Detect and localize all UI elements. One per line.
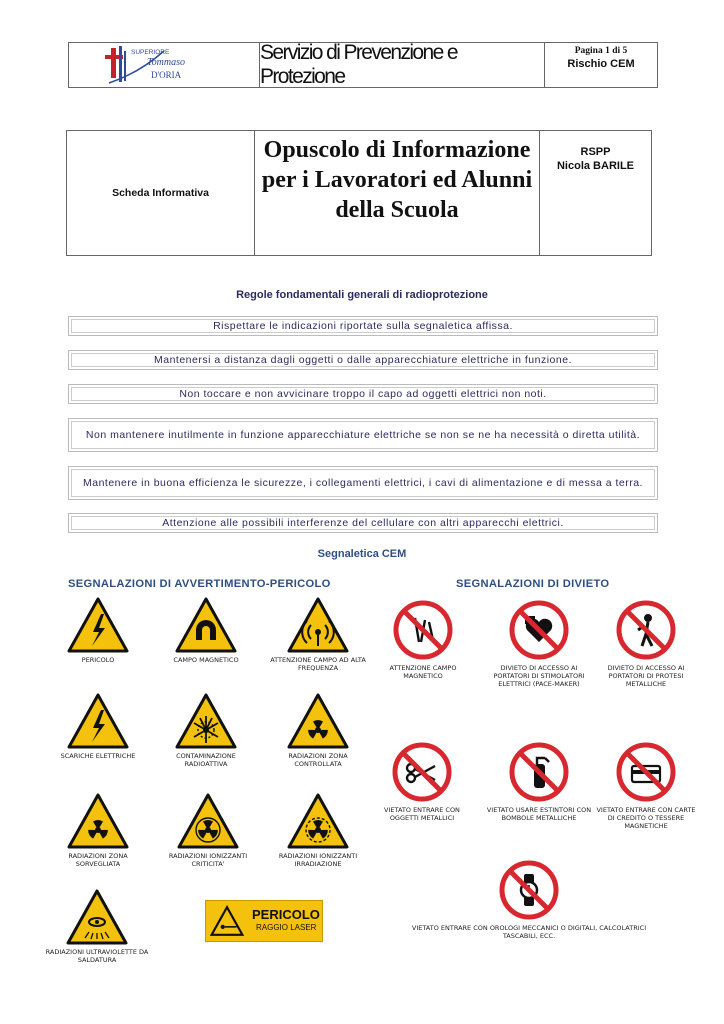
lightning-icon: [66, 692, 130, 750]
prohibition-sign: [484, 600, 594, 688]
responsible: [540, 131, 651, 255]
sign-label: VIETATO USARE ESTINTORI CON BOMBOLE METALLICHE: [486, 806, 592, 822]
prohibition-sign: [596, 742, 696, 830]
watch-icon: [497, 860, 561, 922]
responsible-role: RSPP: [580, 146, 611, 158]
magnet-icon: [174, 596, 238, 654]
contamination-icon: [174, 692, 238, 750]
document-header: [66, 130, 652, 256]
extinguisher-icon: [507, 742, 571, 804]
rule-item: Mantenersi a distanza dagli oggetti o dalle apparecchiature elettriche in funzione.: [68, 350, 658, 370]
prohibition-sign: [600, 600, 692, 688]
rule-item: Attenzione alle possibili interferenze del cellulare con altri apparecchi elettrici.: [68, 513, 658, 533]
school-logo: [69, 43, 260, 87]
warning-sign: [268, 692, 368, 768]
sign-label: ATTENZIONE CAMPO MAGNETICO: [389, 664, 457, 680]
radiation-icon: [286, 792, 350, 850]
rule-item: Mantenere in buona efficienza le sicurezze, i collegamenti elettrici, i cavi di alimentazione e di messa a terra.: [68, 466, 658, 500]
laser-subtitle: RAGGIO LASER: [256, 923, 317, 932]
sign-label: SCARICHE ELETTRICHE: [60, 752, 136, 760]
card-icon: [614, 742, 678, 804]
sign-label: CONTAMINAZIONE RADIOATTIVA: [176, 752, 236, 768]
radiation-icon: [176, 792, 240, 850]
service-title: Servizio di Prevenzione e Protezione: [260, 43, 545, 87]
sign-label: VIETATO ENTRARE CON OGGETTI METALLICI: [384, 806, 460, 822]
sign-label: CAMPO MAGNETICO: [173, 656, 239, 664]
rule-item: Non mantenere inutilmente in funzione apparecchiature elettriche se non se ne ha necessità o diretta utilità.: [68, 418, 658, 452]
sign-label: PERICOLO: [81, 656, 115, 664]
warning-sign: [158, 596, 254, 664]
sign-label: RADIAZIONI ZONA CONTROLLATA: [288, 752, 348, 768]
risk-label: Rischio CEM: [567, 58, 635, 70]
prohibition-sign: [406, 860, 652, 940]
tools-icon: [391, 600, 455, 662]
signage-title: Segnaletica CEM: [317, 548, 407, 560]
radio-wave-icon: [286, 596, 350, 654]
logo-text-2: Tommaso: [147, 57, 185, 68]
prohibition-section-title: SEGNALAZIONI DI DIVIETO: [456, 578, 610, 590]
warning-section-title: SEGNALAZIONI DI AVVERTIMENTO-PERICOLO: [68, 578, 331, 590]
uv-icon: [65, 888, 129, 946]
lightning-icon: [66, 596, 130, 654]
prohibition-sign: [378, 600, 468, 680]
laser-icon: [210, 905, 244, 937]
warning-sign: [50, 692, 146, 760]
laser-title: PERICOLO: [252, 907, 320, 922]
page-number: Pagina 1 di 5: [574, 46, 628, 56]
radiation-icon: [66, 792, 130, 850]
warning-sign: [50, 596, 146, 664]
responsible-name: Nicola BARILE: [556, 160, 634, 172]
laser-sign: [205, 900, 323, 942]
logo-text-1: SUPERIORE: [131, 49, 170, 56]
document-title: Opuscolo di Informazione per i Lavoratori ed Alunni della Scuola: [255, 131, 540, 255]
warning-sign: [34, 888, 160, 964]
rules-title: Regole fondamentali generali di radioprotezione: [236, 289, 488, 301]
sign-label: DIVIETO DI ACCESSO AI PORTATORI DI PROTESI METALLICHE: [607, 664, 685, 688]
top-header: [68, 42, 658, 88]
sign-label: DIVIETO DI ACCESSO AI PORTATORI DI STIMOLATORI ELETTRICI (PACE-MAKER): [493, 664, 585, 688]
warning-sign: [50, 792, 146, 868]
sign-label: RADIAZIONI ULTRAVIOLETTE DA SALDATURA: [45, 948, 149, 964]
rule-item: Non toccare e non avvicinare troppo il capo ad oggetti elettrici non noti.: [68, 384, 658, 404]
logo-text-3: D'ORIA: [151, 70, 182, 80]
sign-label: RADIAZIONI IONIZZANTI CRITICITA': [168, 852, 248, 868]
rule-item: Rispettare le indicazioni riportate sulla segnaletica affissa.: [68, 316, 658, 336]
sign-label: VIETATO ENTRARE CON OROLOGI MECCANICI O DIGITALI, CALCOLATRICI TASCABILI, ECC.: [411, 924, 647, 940]
warning-sign: [158, 792, 258, 868]
sign-label: VIETATO ENTRARE CON CARTE DI CREDITO O TESSERE MAGNETICHE: [596, 806, 696, 830]
sign-label: RADIAZIONI ZONA SORVEGLIATA: [68, 852, 128, 868]
warning-sign: [268, 596, 368, 672]
page-info: [545, 43, 657, 87]
prosthesis-icon: [614, 600, 678, 662]
prohibition-sign: [372, 742, 472, 822]
pacemaker-icon: [507, 600, 571, 662]
sign-label: ATTENZIONE CAMPO AD ALTA FREQUENZA: [270, 656, 366, 672]
warning-sign: [158, 692, 254, 768]
prohibition-sign: [484, 742, 594, 822]
sign-label: RADIAZIONI IONIZZANTI IRRADIAZIONE: [278, 852, 358, 868]
document-type: Scheda Informativa: [67, 131, 255, 255]
warning-sign: [268, 792, 368, 868]
scissors-icon: [390, 742, 454, 804]
radiation-icon: [286, 692, 350, 750]
